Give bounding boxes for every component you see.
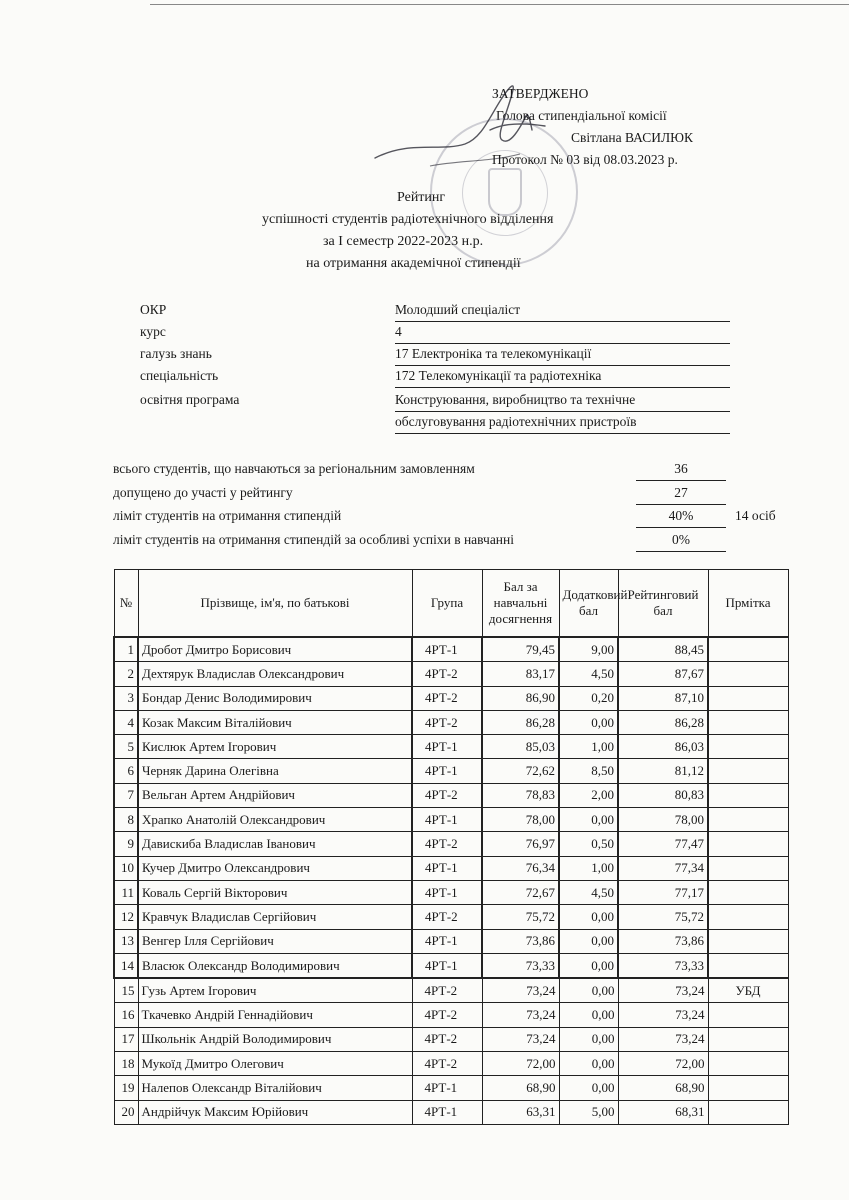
student-name: Венгер Ілля Сергійович (138, 929, 412, 953)
academic-score: 75,72 (482, 905, 559, 929)
student-name: Дехтярук Владислав Олександрович (138, 662, 412, 686)
col-header-number: № (114, 570, 138, 638)
group: 4РТ-2 (412, 1003, 482, 1027)
col-header-extra-score: Додатковий бал (559, 570, 618, 638)
rating-score: 87,10 (618, 686, 708, 710)
stat-limit (113, 505, 813, 529)
rating-score: 77,17 (618, 880, 708, 904)
academic-score: 73,24 (482, 1027, 559, 1051)
extra-score: 0,00 (559, 1003, 618, 1027)
table-row (114, 1052, 788, 1076)
handwritten-signature (370, 70, 550, 180)
approval-heading: ЗАТВЕРДЖЕНО (492, 86, 589, 101)
row-number: 14 (114, 953, 138, 978)
note (708, 856, 788, 880)
extra-score: 0,00 (559, 1052, 618, 1076)
info-value: 4 (395, 324, 730, 344)
student-name: Налепов Олександр Віталійович (138, 1076, 412, 1100)
extra-score: 0,00 (559, 905, 618, 929)
academic-score: 76,34 (482, 856, 559, 880)
title-line-4: на отримання академічної стипендії (306, 256, 521, 271)
row-number: 18 (114, 1052, 138, 1076)
info-label: ОКР (140, 302, 167, 317)
note (708, 953, 788, 978)
row-number: 7 (114, 783, 138, 807)
group: 4РТ-2 (412, 1052, 482, 1076)
row-number: 5 (114, 735, 138, 759)
student-name: Кислюк Артем Ігорович (138, 735, 412, 759)
note (708, 1027, 788, 1051)
row-number: 15 (114, 978, 138, 1003)
row-number: 2 (114, 662, 138, 686)
table-row (114, 1076, 788, 1100)
stat-value: 40% (636, 508, 726, 528)
rating-score: 80,83 (618, 783, 708, 807)
stat-value: 36 (636, 461, 726, 481)
group: 4РТ-1 (412, 953, 482, 978)
academic-score: 86,90 (482, 686, 559, 710)
student-name: Храпко Анатолій Олександрович (138, 808, 412, 832)
info-label: курс (140, 324, 166, 339)
rating-score: 78,00 (618, 808, 708, 832)
note (708, 783, 788, 807)
row-number: 16 (114, 1003, 138, 1027)
stat-limit-special (113, 529, 813, 553)
rating-score: 68,31 (618, 1100, 708, 1124)
rating-score: 77,34 (618, 856, 708, 880)
student-name: Власюк Олександр Володимирович (138, 953, 412, 978)
student-name: Вельган Артем Андрійович (138, 783, 412, 807)
table-row (114, 978, 788, 1003)
group: 4РТ-2 (412, 710, 482, 734)
table-row (114, 759, 788, 783)
extra-score: 0,00 (559, 808, 618, 832)
note (708, 929, 788, 953)
note (708, 1003, 788, 1027)
note (708, 832, 788, 856)
academic-score: 68,90 (482, 1076, 559, 1100)
col-header-rating-score: Рейтинговий бал (618, 570, 708, 638)
note (708, 1052, 788, 1076)
extra-score: 0,00 (559, 1027, 618, 1051)
academic-score: 83,17 (482, 662, 559, 686)
rating-score: 77,47 (618, 832, 708, 856)
table-row (114, 953, 788, 978)
col-header-academic-score: Бал за навчальні досягнення (482, 570, 559, 638)
group: 4РТ-2 (412, 832, 482, 856)
extra-score: 0,50 (559, 832, 618, 856)
stat-label: ліміт студентів на отримання стипендій за особливі успіхи в навчанні (113, 532, 515, 547)
student-name: Коваль Сергій Вікторович (138, 880, 412, 904)
group: 4РТ-2 (412, 662, 482, 686)
info-value: 172 Телекомунікації та радіотехніка (395, 368, 730, 388)
info-row-course (140, 322, 730, 344)
extra-score: 1,00 (559, 735, 618, 759)
title-line-3: за І семестр 2022-2023 н.р. (323, 234, 484, 249)
group: 4РТ-2 (412, 905, 482, 929)
extra-score: 0,00 (559, 1076, 618, 1100)
note (708, 686, 788, 710)
academic-score: 78,83 (482, 783, 559, 807)
table-row (114, 686, 788, 710)
academic-score: 76,97 (482, 832, 559, 856)
academic-score: 78,00 (482, 808, 559, 832)
academic-score: 79,45 (482, 637, 559, 662)
table-row (114, 1003, 788, 1027)
group: 4РТ-2 (412, 783, 482, 807)
approval-protocol: Протокол № 03 від 08.03.2023 р. (492, 152, 678, 167)
rating-score: 73,86 (618, 929, 708, 953)
rating-score: 88,45 (618, 637, 708, 662)
extra-score: 4,50 (559, 880, 618, 904)
student-name: Андрійчук Максим Юрійович (138, 1100, 412, 1124)
note: УБД (708, 978, 788, 1003)
extra-score: 8,50 (559, 759, 618, 783)
row-number: 9 (114, 832, 138, 856)
note (708, 880, 788, 904)
extra-score: 0,00 (559, 953, 618, 978)
student-name: Давискиба Владислав Іванович (138, 832, 412, 856)
student-name: Кучер Дмитро Олександрович (138, 856, 412, 880)
extra-score: 0,00 (559, 929, 618, 953)
rating-score: 72,00 (618, 1052, 708, 1076)
table-row (114, 735, 788, 759)
note (708, 637, 788, 662)
note (708, 1076, 788, 1100)
info-value: 17 Електроніка та телекомунікації (395, 346, 730, 366)
extra-score: 1,00 (559, 856, 618, 880)
title-line-2: успішності студентів радіотехнічного відділення (262, 212, 554, 227)
note (708, 710, 788, 734)
table-row (114, 637, 788, 662)
academic-score: 86,28 (482, 710, 559, 734)
table-row (114, 710, 788, 734)
rating-score: 68,90 (618, 1076, 708, 1100)
student-name: Кравчук Владислав Сергійович (138, 905, 412, 929)
approval-signatory: Світлана ВАСИЛЮК (571, 130, 694, 145)
student-name: Школьнік Андрій Володимирович (138, 1027, 412, 1051)
info-label: спеціальність (140, 368, 219, 383)
col-header-name: Прізвище, ім'я, по батькові (138, 570, 412, 638)
rating-score: 81,12 (618, 759, 708, 783)
row-number: 1 (114, 637, 138, 662)
extra-score: 5,00 (559, 1100, 618, 1124)
group: 4РТ-1 (412, 929, 482, 953)
academic-score: 73,86 (482, 929, 559, 953)
group: 4РТ-1 (412, 1100, 482, 1124)
table-row (114, 832, 788, 856)
table-row (114, 929, 788, 953)
rating-score: 86,28 (618, 710, 708, 734)
col-header-note: Прмітка (708, 570, 788, 638)
stat-label: ліміт студентів на отримання стипендій (113, 508, 342, 523)
info-label: галузь знань (140, 346, 212, 361)
info-row-program (140, 390, 730, 412)
extra-score: 4,50 (559, 662, 618, 686)
row-number: 13 (114, 929, 138, 953)
stat-value: 0% (636, 532, 726, 552)
info-value: Молодший спеціаліст (395, 302, 730, 322)
table-header-row (114, 570, 788, 638)
info-row-specialty (140, 366, 730, 388)
table-row (114, 1100, 788, 1124)
info-value: Конструювання, виробництво та технічне (395, 392, 730, 412)
info-label: освітня програма (140, 392, 240, 407)
group: 4РТ-1 (412, 735, 482, 759)
rating-score: 75,72 (618, 905, 708, 929)
extra-score: 0,00 (559, 978, 618, 1003)
rating-score: 73,33 (618, 953, 708, 978)
stat-value: 27 (636, 485, 726, 505)
row-number: 17 (114, 1027, 138, 1051)
rating-score: 73,24 (618, 978, 708, 1003)
academic-score: 85,03 (482, 735, 559, 759)
info-row-field (140, 344, 730, 366)
extra-score: 0,20 (559, 686, 618, 710)
stat-label: всього студентів, що навчаються за регіональним замовленням (113, 461, 475, 476)
row-number: 4 (114, 710, 138, 734)
table-row (114, 783, 788, 807)
row-number: 6 (114, 759, 138, 783)
academic-score: 72,62 (482, 759, 559, 783)
academic-score: 73,24 (482, 978, 559, 1003)
note (708, 662, 788, 686)
student-name: Гузь Артем Ігорович (138, 978, 412, 1003)
table-row (114, 808, 788, 832)
stat-label: допущено до участі у рейтингу (113, 485, 293, 500)
group: 4РТ-1 (412, 1076, 482, 1100)
stat-extra: 14 осіб (735, 508, 776, 523)
row-number: 20 (114, 1100, 138, 1124)
student-name: Черняк Дарина Олегівна (138, 759, 412, 783)
academic-score: 63,31 (482, 1100, 559, 1124)
note (708, 1100, 788, 1124)
approval-position: Голова стипендіальної комісії (496, 108, 667, 123)
table-row (114, 856, 788, 880)
rating-score: 87,67 (618, 662, 708, 686)
row-number: 3 (114, 686, 138, 710)
student-name: Ткачевко Андрій Геннадійович (138, 1003, 412, 1027)
info-value: обслуговування радіотехнічних пристроїв (395, 414, 730, 434)
group: 4РТ-1 (412, 759, 482, 783)
student-name: Козак Максим Віталійович (138, 710, 412, 734)
info-row-level (140, 300, 730, 322)
rating-score: 73,24 (618, 1003, 708, 1027)
group: 4РТ-2 (412, 1027, 482, 1051)
extra-score: 0,00 (559, 710, 618, 734)
academic-score: 73,24 (482, 1003, 559, 1027)
group: 4РТ-1 (412, 880, 482, 904)
extra-score: 9,00 (559, 637, 618, 662)
table-row (114, 905, 788, 929)
table-row (114, 880, 788, 904)
row-number: 12 (114, 905, 138, 929)
academic-score: 72,67 (482, 880, 559, 904)
note (708, 808, 788, 832)
rating-table (113, 569, 789, 1125)
academic-score: 73,33 (482, 953, 559, 978)
stat-admitted (113, 482, 813, 506)
rating-score: 73,24 (618, 1027, 708, 1051)
note (708, 735, 788, 759)
group: 4РТ-1 (412, 856, 482, 880)
row-number: 8 (114, 808, 138, 832)
table-row (114, 662, 788, 686)
rating-score: 86,03 (618, 735, 708, 759)
row-number: 11 (114, 880, 138, 904)
stat-total-students (113, 458, 813, 482)
row-number: 19 (114, 1076, 138, 1100)
group: 4РТ-1 (412, 637, 482, 662)
group: 4РТ-2 (412, 978, 482, 1003)
student-name: Дробот Дмитро Борисович (138, 637, 412, 662)
group: 4РТ-2 (412, 686, 482, 710)
group: 4РТ-1 (412, 808, 482, 832)
table-row (114, 1027, 788, 1051)
title-line-1: Рейтинг (397, 190, 446, 205)
info-row-program-cont (140, 412, 730, 434)
student-name: Бондар Денис Володимирович (138, 686, 412, 710)
academic-score: 72,00 (482, 1052, 559, 1076)
note (708, 905, 788, 929)
note (708, 759, 788, 783)
student-name: Мукоїд Дмитро Олегович (138, 1052, 412, 1076)
extra-score: 2,00 (559, 783, 618, 807)
col-header-group: Група (412, 570, 482, 638)
row-number: 10 (114, 856, 138, 880)
